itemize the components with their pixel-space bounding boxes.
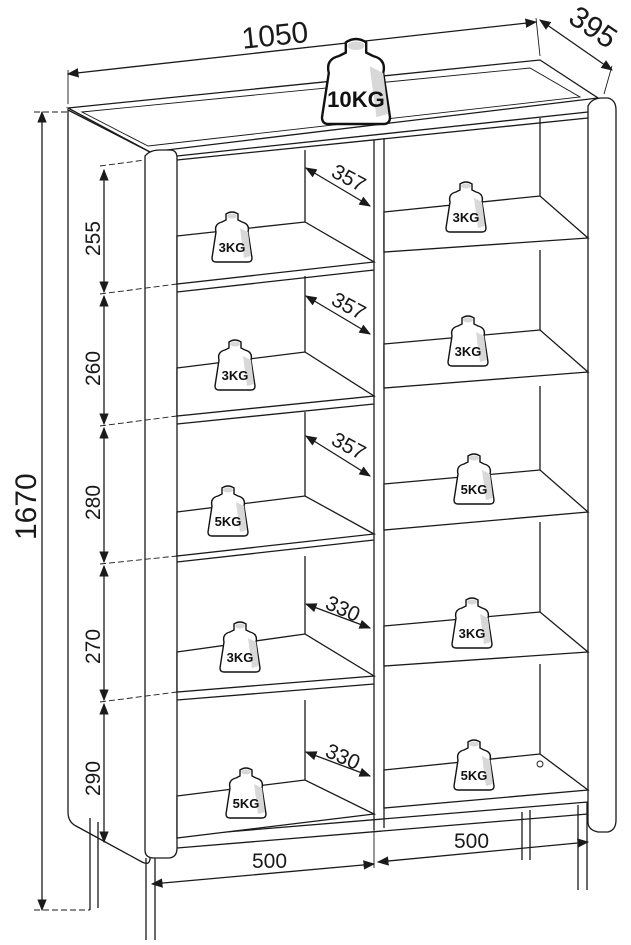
weight-right-5-label: 5KG bbox=[460, 768, 488, 783]
weight-right-2 bbox=[448, 316, 488, 366]
weight-right-5 bbox=[454, 740, 494, 790]
weight-left-1 bbox=[212, 212, 252, 262]
weight-left-4-label: 3KG bbox=[226, 650, 254, 665]
load-weights bbox=[208, 39, 494, 818]
weight-right-4 bbox=[452, 598, 492, 648]
weight-left-2-label: 3KG bbox=[221, 368, 249, 383]
compartment-width-left: 500 bbox=[252, 850, 288, 873]
shelves-right bbox=[384, 118, 588, 808]
height-label: 1670 bbox=[10, 473, 43, 540]
shelf-height-3: 280 bbox=[82, 484, 105, 520]
shelf-depth-2: 357 bbox=[327, 288, 370, 325]
weight-right-1 bbox=[446, 182, 486, 232]
weight-left-2 bbox=[215, 340, 255, 390]
weight-left-4 bbox=[220, 622, 260, 672]
weight-right-3 bbox=[454, 454, 494, 504]
shelf-height-5: 290 bbox=[82, 760, 105, 796]
weight-right-4-label: 3KG bbox=[458, 626, 486, 641]
shelves-left bbox=[177, 150, 374, 838]
weight-left-3-label: 5KG bbox=[214, 514, 242, 529]
weight-left-5 bbox=[226, 768, 266, 818]
compartment-width-right: 500 bbox=[454, 830, 490, 853]
weight-left-5-label: 5KG bbox=[232, 796, 260, 811]
weight-left-1-label: 3KG bbox=[218, 240, 246, 255]
left-side-panel bbox=[68, 110, 150, 863]
right-side-panel bbox=[588, 98, 616, 832]
weight-top bbox=[322, 39, 390, 124]
shelf-height-2: 260 bbox=[82, 350, 105, 386]
width-label: 1050 bbox=[240, 16, 310, 56]
weight-right-2-label: 3KG bbox=[454, 344, 482, 359]
shelf-depth-4: 330 bbox=[321, 591, 364, 627]
weight-right-3-label: 5KG bbox=[460, 482, 488, 497]
weight-left-3 bbox=[208, 486, 248, 536]
weight-top-label: 10KG bbox=[327, 87, 385, 112]
depth-label: 395 bbox=[562, 0, 623, 56]
shelf-height-1: 255 bbox=[82, 220, 105, 256]
left-front-edge bbox=[145, 150, 177, 858]
shelf-depth-5: 330 bbox=[321, 739, 364, 775]
shelf-height-4: 270 bbox=[82, 628, 105, 664]
shelf-depth-1: 357 bbox=[327, 160, 370, 197]
shelf-depth-3: 357 bbox=[327, 428, 370, 465]
weight-right-1-label: 3KG bbox=[452, 210, 480, 225]
